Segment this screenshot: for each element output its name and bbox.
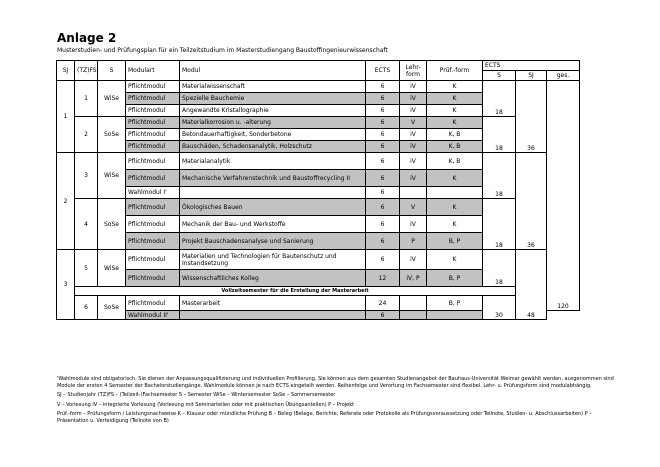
table-row bbox=[57, 153, 580, 170]
table-row bbox=[57, 296, 580, 311]
modulart-cell: Pflichtmodul bbox=[126, 296, 180, 311]
modul-cell: Materialien und Technologien für Bautenschutz und Instandsetzung bbox=[180, 250, 366, 270]
pruefform-cell: K bbox=[427, 170, 483, 187]
lehrform-cell: iV bbox=[400, 81, 427, 93]
lehrform-cell: iV, P bbox=[400, 270, 427, 287]
fs-cell: 1 bbox=[75, 81, 98, 117]
header-row bbox=[57, 61, 580, 71]
lehrform-cell: iV bbox=[400, 153, 427, 170]
ects-cell: 6 bbox=[366, 311, 400, 320]
ects-s-cell: 18 bbox=[483, 81, 516, 117]
ects-s-cell: 18 bbox=[483, 250, 516, 287]
lehrform-cell: V bbox=[400, 199, 427, 216]
modul-cell bbox=[180, 187, 366, 199]
semester-cell: SoSe bbox=[98, 199, 126, 250]
lehrform-cell: V bbox=[400, 117, 427, 129]
fs-cell: 5 bbox=[75, 250, 98, 287]
page-subtitle: Musterstudien- und Prüfungsplan für ein Teilzeitstudium im Masterstudiengang Baustoffingenieurwissenschaft bbox=[57, 47, 388, 54]
pruefform-cell bbox=[427, 311, 483, 320]
ects-cell: 6 bbox=[366, 170, 400, 187]
modul-cell: Spezielle Bauchemie bbox=[180, 93, 366, 105]
col-tzfs: (TZ)FS bbox=[75, 61, 98, 81]
modul-cell: Betondauerhaftigkeit, Sonderbetone bbox=[180, 129, 366, 141]
ects-sj-cell: 36 bbox=[516, 81, 547, 153]
modul-cell: Wissenschaftliches Kolleg bbox=[180, 270, 366, 287]
ects-cell: 6 bbox=[366, 187, 400, 199]
modulart-cell: Pflichtmodul bbox=[126, 93, 180, 105]
ects-s-cell: 18 bbox=[483, 117, 516, 153]
modul-cell: Materialkorrosion u. -alterung bbox=[180, 117, 366, 129]
modulart-cell: Pflichtmodul bbox=[126, 170, 180, 187]
pruefform-cell: K, B bbox=[427, 129, 483, 141]
pruefform-cell: K bbox=[427, 93, 483, 105]
fs-cell: 2 bbox=[75, 117, 98, 153]
col-sj: SJ bbox=[57, 61, 75, 81]
lehrform-cell: iV bbox=[400, 129, 427, 141]
col-ects-sj: SJ bbox=[516, 71, 547, 81]
ects-cell: 6 bbox=[366, 141, 400, 153]
modulart-cell: Pflichtmodul bbox=[126, 129, 180, 141]
pruefform-cell: K bbox=[427, 105, 483, 117]
col-pruefform: Prüf.-form bbox=[427, 61, 483, 81]
modul-cell: Ökologisches Bauen bbox=[180, 199, 366, 216]
lehrform-cell: iV bbox=[400, 250, 427, 270]
pruefform-cell bbox=[427, 187, 483, 199]
pruefform-cell: K bbox=[427, 199, 483, 216]
vollzeit-row bbox=[57, 287, 580, 296]
modulart-cell: Pflichtmodul bbox=[126, 250, 180, 270]
legend-line: Prüf.-form – Prüfungsform / Leistungsnachweise K – Klausur oder mündliche Prüfung B – Beleg (Belege, Berichte, Referate oder Protokolle als Prüfungsvoraussetzung oder Teilnote, Studien- u. Abschlussarbeiten) P – Präsentation u. Verteidigung (Teilnote von B) bbox=[57, 411, 592, 424]
pruefform-cell: K bbox=[427, 81, 483, 93]
ects-cell: 6 bbox=[366, 105, 400, 117]
semester-cell: WiSe bbox=[98, 250, 126, 287]
modul-cell: Mechanik der Bau- und Werkstoffe bbox=[180, 216, 366, 233]
modulart-cell: Pflichtmodul bbox=[126, 233, 180, 250]
lehrform-cell: iV bbox=[400, 170, 427, 187]
ects-sj-cell: 48 bbox=[516, 250, 547, 320]
lehrform-cell: P bbox=[400, 233, 427, 250]
ects-cell: 6 bbox=[366, 117, 400, 129]
modulart-cell: Pflichtmodul bbox=[126, 199, 180, 216]
col-s: S bbox=[98, 61, 126, 81]
study-plan-table bbox=[56, 60, 580, 320]
ects-cell: 12 bbox=[366, 270, 400, 287]
table-row bbox=[57, 81, 580, 93]
ects-cell: 24 bbox=[366, 296, 400, 311]
sj-cell: 1 bbox=[57, 81, 75, 153]
ects-cell: 6 bbox=[366, 216, 400, 233]
semester-cell: WiSe bbox=[98, 153, 126, 199]
ects-s-cell: 18 bbox=[483, 199, 516, 250]
wahlmodul-note: 'Wahlmodule sind obligatorisch. Sie dienen der Anpassungsqualifizierung und individuellen Profilierung. Sie können aus dem gesamten Studienangebot der Bauhaus-Universität Weimar gewählt werden, ausgenommen sind Module der ersten 4 Semester der Bachelorstudiengänge. Wahlmodule können je nach ECTS eingeteilt werden. Reihenfolge und Verortung im Fachsemester sind flexibel. Lehr- u. Prüfungsform sind modulabhängig. bbox=[57, 376, 614, 389]
modulart-cell: Pflichtmodul bbox=[126, 153, 180, 170]
legend-line: V – Vorlesung iV – integrierte Vorlesung (Vorlesung mit Seminarteilen oder mit praktischen Übungsanteilen) P – Projekt bbox=[57, 401, 355, 408]
pruefform-cell: K bbox=[427, 117, 483, 129]
ects-cell: 6 bbox=[366, 129, 400, 141]
modul-cell: Bauschäden, Schadensanalytik, Holzschutz bbox=[180, 141, 366, 153]
modulart-cell: Wahlmodul I' bbox=[126, 187, 180, 199]
modul-cell: Materialanalytik bbox=[180, 153, 366, 170]
ects-ges-cell: 120 bbox=[547, 81, 580, 311]
sj-cell: 2 bbox=[57, 153, 75, 250]
col-modul: Modul bbox=[180, 61, 366, 81]
modul-cell: Masterarbeit bbox=[180, 296, 366, 311]
semester-cell: WiSe bbox=[98, 81, 126, 117]
legend-line: SJ – Studienjahr (TZ)FS – (Teilzeit-)Fachsemester S – Semester WiSe – Wintersemester SoSe – Sommersemester bbox=[57, 392, 336, 398]
pruefform-cell: K, B bbox=[427, 153, 483, 170]
col-ects: ECTS bbox=[366, 61, 400, 81]
lehrform-cell: iV bbox=[400, 216, 427, 233]
ects-sj-cell: 36 bbox=[516, 153, 547, 250]
ects-cell: 6 bbox=[366, 199, 400, 216]
col-ects-s: S bbox=[483, 71, 516, 81]
modulart-cell: Pflichtmodul bbox=[126, 117, 180, 129]
col-ects-group: ECTS bbox=[483, 61, 580, 71]
table-row bbox=[57, 250, 580, 270]
lehrform-cell bbox=[400, 311, 427, 320]
modulart-cell: Pflichtmodul bbox=[126, 81, 180, 93]
modulart-cell: Pflichtmodul bbox=[126, 270, 180, 287]
col-ects-ges: ges. bbox=[547, 71, 580, 81]
ects-s-cell: 18 bbox=[483, 153, 516, 199]
col-modulart: Modulart bbox=[126, 61, 180, 81]
modulart-cell: Wahlmodul II' bbox=[126, 311, 180, 320]
lehrform-cell: iV bbox=[400, 93, 427, 105]
fs-cell: 3 bbox=[75, 153, 98, 199]
ects-cell: 6 bbox=[366, 153, 400, 170]
page-title: Anlage 2 bbox=[57, 31, 117, 45]
semester-cell: SoSe bbox=[98, 117, 126, 153]
col-lehrform: Lehr-form bbox=[400, 61, 427, 81]
modul-cell bbox=[180, 311, 366, 320]
fs-cell: 4 bbox=[75, 199, 98, 250]
footnotes bbox=[57, 376, 617, 427]
lehrform-cell: iV bbox=[400, 141, 427, 153]
modul-cell: Materialwissenschaft bbox=[180, 81, 366, 93]
modulart-cell: Pflichtmodul bbox=[126, 216, 180, 233]
pruefform-cell: K, B bbox=[427, 141, 483, 153]
fs-cell: 6 bbox=[75, 296, 98, 320]
table-row bbox=[57, 199, 580, 216]
modulart-cell: Pflichtmodul bbox=[126, 105, 180, 117]
lehrform-cell bbox=[400, 296, 427, 311]
sj-cell: 3 bbox=[57, 250, 75, 320]
pruefform-cell: K bbox=[427, 250, 483, 270]
semester-cell: SoSe bbox=[98, 296, 126, 320]
ects-cell: 6 bbox=[366, 250, 400, 270]
ects-cell: 6 bbox=[366, 81, 400, 93]
ects-s-cell: 30 bbox=[483, 296, 516, 320]
lehrform-cell: iV bbox=[400, 105, 427, 117]
ects-cell: 6 bbox=[366, 93, 400, 105]
vollzeit-label: Vollzeitsemester für die Erstellung der Masterarbeit bbox=[75, 287, 516, 296]
pruefform-cell: B, P bbox=[427, 296, 483, 311]
pruefform-cell: B, P bbox=[427, 233, 483, 250]
ects-cell: 6 bbox=[366, 233, 400, 250]
table-row bbox=[57, 117, 580, 129]
modul-cell: Projekt Bauschadensanalyse und Sanierung bbox=[180, 233, 366, 250]
pruefform-cell: K bbox=[427, 216, 483, 233]
pruefform-cell: B, P bbox=[427, 270, 483, 287]
modul-cell: Angewandte Kristallographie bbox=[180, 105, 366, 117]
modulart-cell: Pflichtmodul bbox=[126, 141, 180, 153]
lehrform-cell bbox=[400, 187, 427, 199]
modul-cell: Mechanische Verfahrenstechnik und Baustoffrecycling II bbox=[180, 170, 366, 187]
